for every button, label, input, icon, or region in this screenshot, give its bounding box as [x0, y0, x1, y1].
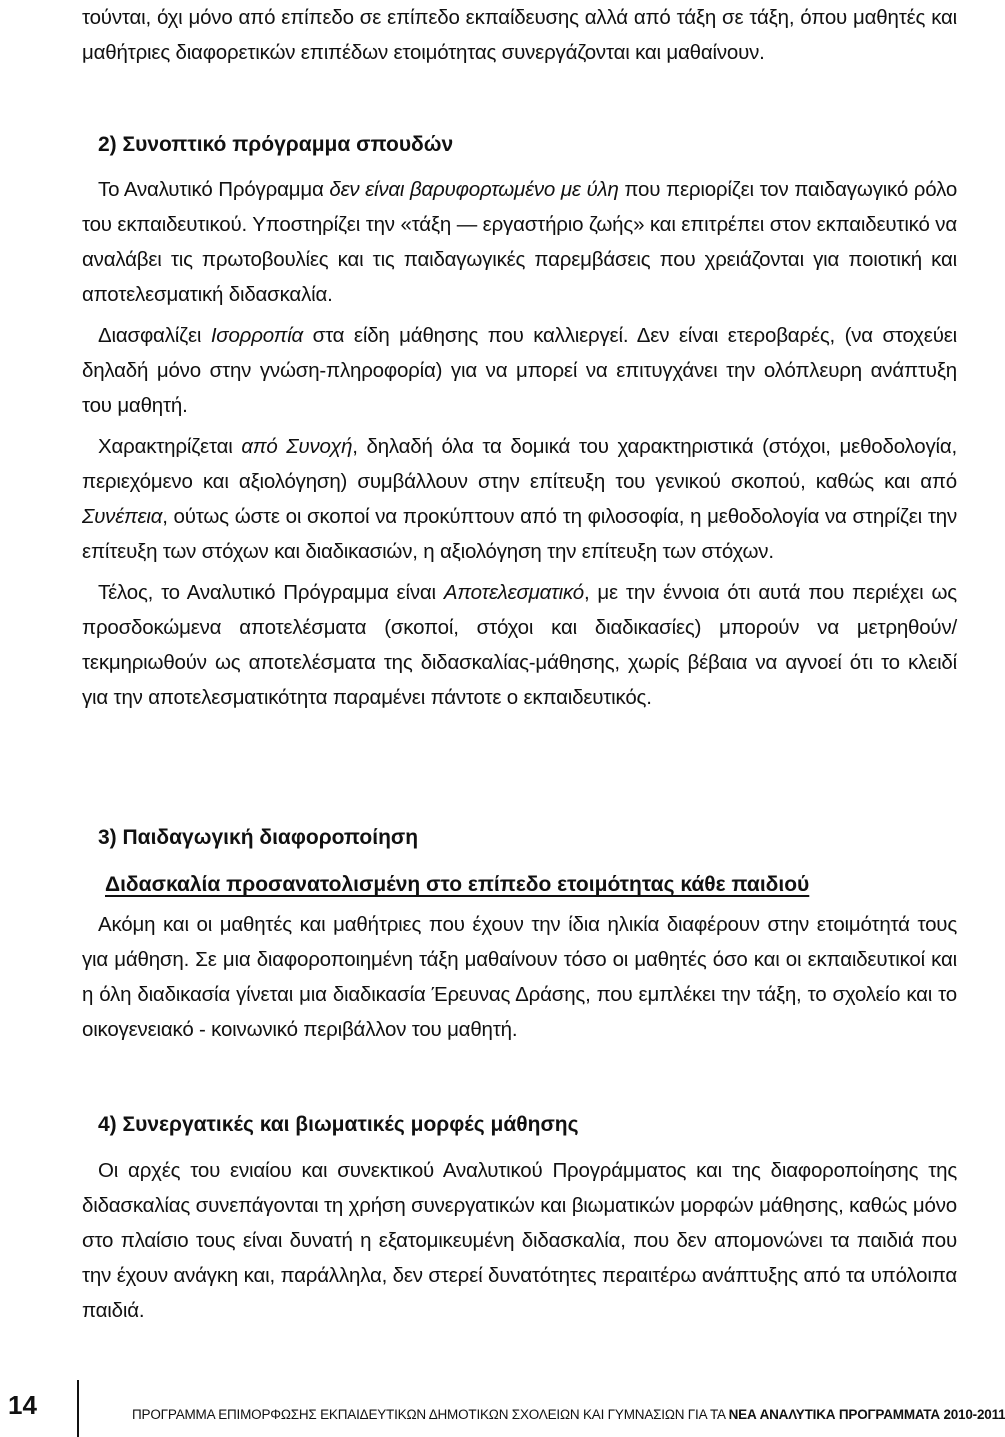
section-2-body [82, 172, 957, 715]
section-heading-3: 3) Παιδαγωγική διαφοροποίηση [98, 826, 419, 849]
paragraph-collaborative-learning: Οι αρχές του ενιαίου και συνεκτικού Αναλυτικού Προγράμματος και της διαφοροποίησης της διδασκαλίας συνεπάγονται τη χρήση συνεργατικών και βιωματικών μορφών μάθησης, καθώς μόνο στο πλαίσιο τους είναι δυνατή η εξατομικευμένη διδασκαλία, που δεν απομονώνει τα παιδιά που την έχουν ανάγκη και, παράλληλα, δεν στερεί δυνατότητες περαιτέρω ανάπτυξης από τα υπόλοιπα παιδιά. [82, 1159, 957, 1322]
section-heading-4: 4) Συνεργατικές και βιωματικές μορφές μάθησης [98, 1113, 579, 1136]
paragraph-curriculum-load: Το Αναλυτικό Πρόγραμμα δεν είναι βαρυφορτωμένο με ύλη που περιορίζει τον παιδαγωγικό ρόλο του εκπαιδευτικού. Υποστηρίζει την «τάξη — εργαστήριο ζωής» και επιτρέπει στον εκπαιδευτικό να αναλάβει τις πρωτοβουλίες και τις παιδαγωγικές παρεμβάσεις που χρειάζονται για ποιοτική και αποτελεσματική διδασκαλία. [82, 178, 958, 306]
page-footer [0, 1380, 1005, 1437]
paragraph-text: τούνται, όχι μόνο από επίπεδο σε επίπεδο εκπαίδευσης αλλά από τάξη σε τάξη, όπου μαθητές και μαθήτριες διαφορετικών επιπέδων ετοιμότητας συνεργάζονται και μαθαίνουν. [82, 6, 957, 64]
paragraph-effectiveness: Τέλος, το Αναλυτικό Πρόγραμμα είναι Αποτελεσματικό, με την έννοια ότι αυτά που περιέχει ως προσδοκώμενα αποτελέσματα (σκοποί, στόχοι και διαδικασίες) μπορούν να μετρηθούν/ τεκμηριωθούν ως αποτελέσματα της διδασκαλίας-μάθησης, χωρίς βέβαια να αγνοεί ότι το κλειδί για την αποτελεσματικότητα παραμένει πάντοτε ο εκπαιδευτικός. [82, 581, 957, 709]
section-heading-2: 2) Συνοπτικό πρόγραμμα σπουδών [98, 133, 454, 156]
footer-program-title: ΠΡΟΓΡΑΜΜΑ ΕΠΙΜΟΡΦΩΣΗΣ ΕΚΠΑΙΔΕΥΤΙΚΩΝ ΔΗΜΟΤΙΚΩΝ ΣΧΟΛΕΙΩΝ ΚΑΙ ΓΥΜΝΑΣΙΩΝ ΓΙΑ ΤΑ ΝΕΑ ΑΝΑΛΥΤΙΚΑ ΠΡΟΓΡΑΜΜΑΤΑ 2010-2011 [132, 1407, 1005, 1422]
paragraph-balance: Διασφαλίζει Ισορροπία στα είδη μάθησης που καλλιεργεί. Δεν είναι ετεροβαρές, (να στοχεύει δηλαδή μόνο στην γνώση-πληροφορία) για να μπορεί να επιτυγχάνει την ολόπλευρη ανάπτυξη του μαθητή. [82, 324, 957, 417]
section-4-body [82, 1153, 957, 1328]
paragraph-coherence: Χαρακτηρίζεται από Συνοχή, δηλαδή όλα τα δομικά του χαρακτηριστικά (στόχοι, μεθοδολογία, περιεχόμενο και αξιολόγηση) συμβάλλουν στην επίτευξη του γενικού σκοπού, καθώς και από Συνέπεια, ούτως ώστε οι σκοποί να προκύπτουν από τη φιλοσοφία, η μεθοδολογία να στηρίζει την επίτευξη των στόχων και διαδικασιών, η αξιολόγηση την επίτευξη των στόχων. [82, 435, 957, 563]
footer-divider [77, 1380, 79, 1437]
section-3-body [82, 907, 957, 1047]
paragraph-intro-continuation [82, 0, 957, 70]
paragraph-differentiation: Ακόμη και οι μαθητές και μαθήτριες που έχουν την ίδια ηλικία διαφέρουν στην ετοιμότητά τους για μάθηση. Σε μια διαφοροποιημένη τάξη μαθαίνουν τόσο οι μαθητές όσο και οι εκπαιδευτικοί και η όλη διαδικασία γίνεται μια διαδικασία Έρευνας Δράσης, που εμπλέκει την τάξη, το σχολείο και το οικογενειακό - κοινωνικό περιβάλλον του μαθητή. [82, 913, 957, 1041]
page-number: 14 [8, 1390, 37, 1420]
section-subheading-3: Διδασκαλία προσανατολισμένη στο επίπεδο ετοιμότητας κάθε παιδιού [105, 873, 810, 896]
